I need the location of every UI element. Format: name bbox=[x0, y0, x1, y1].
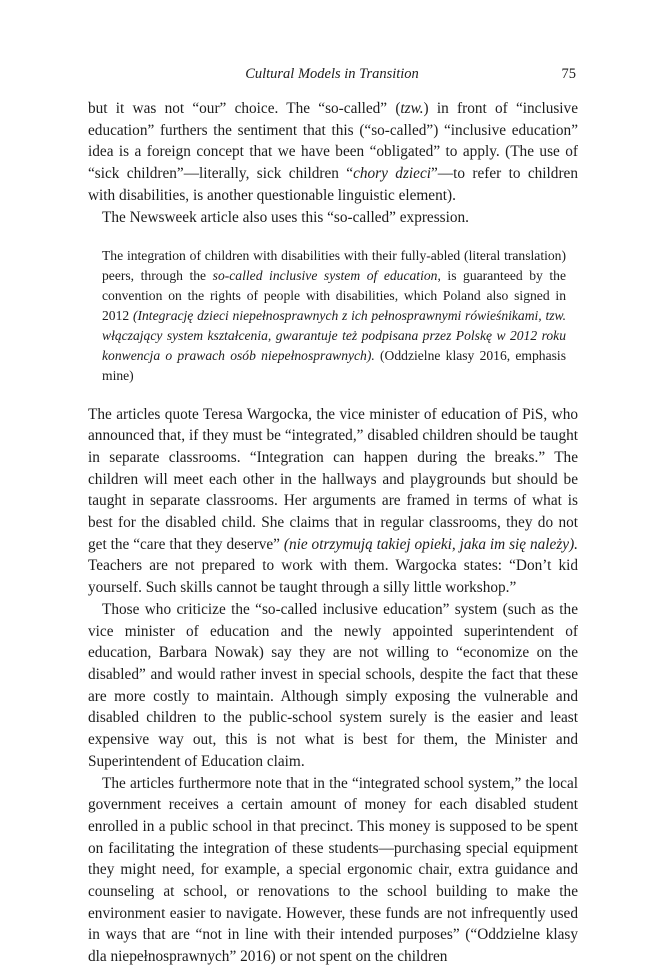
body-text bbox=[88, 98, 578, 968]
p3-text-1: The articles quote Teresa Wargocka, the vice minister of education of PiS, who announced that, if they must be “integrated,” disabled children should be taught in separate classrooms. “Integration can happen during the breaks.” The children will meet each other in the hallways and playgrounds but should be taught in separate classrooms. Her arguments are framed in terms of what is best for the disabled child. She claims that in regular classrooms, they do not get the “care that they deserve” bbox=[88, 405, 578, 553]
quote-italic-1: so-called inclusive system of education bbox=[212, 268, 438, 284]
p3-text-2: Teachers are not prepared to work with them. Wargocka states: “Don’t kid yourself. Such skills cannot be taught through a silly little workshop.” bbox=[88, 557, 578, 597]
block-quote bbox=[102, 246, 566, 385]
paragraph-1 bbox=[88, 98, 578, 207]
paragraph-5: The articles furthermore note that in the “integrated school system,” the local government receives a certain amount of money for each disabled student enrolled in a public school in that precinct. This money is supposed to be spent on facilitating the integration of these students—purchasing special equipment they might need, for example, a special ergonomic chair, extra guidance and counseling at school, or renovations to the school building to make the environment easier to navigate. However, these funds are not infrequently used in ways that are “not in line with their intended purposes” (“Oddzielne klasy dla niepełnosprawnych” 2016) or not spent on the children bbox=[88, 774, 578, 966]
running-title: Cultural Models in Transition bbox=[245, 66, 419, 82]
p3-italic-1: (nie otrzymują takiej opieki, jaka im się należy). bbox=[283, 535, 578, 553]
paragraph-2: The Newsweek article also uses this “so-called” expression. bbox=[102, 208, 469, 226]
p1-italic-2: chory dzieci bbox=[353, 165, 431, 183]
quote-text-1: The integration of children with disabilities with their fully-abled (literal translation) peers, through the bbox=[102, 248, 566, 284]
p1-italic-1: tzw. bbox=[400, 100, 424, 117]
page-number: 75 bbox=[561, 66, 576, 82]
quote-text-2: , is guaranteed by the convention on the rights of people with disabilities, which Poland also signed in 2012 bbox=[102, 268, 566, 323]
paragraph-4: Those who criticize the “so-called inclusive education” system (such as the vice minister of education and the newly appointed superintendent of education, Barbara Nowak) say they are not willing to “economize on the disabled” and would rather invest in special schools, despite the fact that these are more costly to maintain. Although simply exposing the vulnerable and disabled children to the public-school system surely is the easier and least expensive way out, this is not what is best for them, the Minister and Superintendent of Education claim. bbox=[88, 600, 578, 770]
p1-text-3: ”—to refer to children with disabilities, is another questionable linguistic element). bbox=[88, 165, 578, 204]
p1-text-2: ) in front of “inclusive education” furthers the sentiment that this (“so-called”) “inclusive education” idea is a foreign concept that we have been “obligated” to apply. (The use of “sick children”—literally, sick children “ bbox=[88, 100, 578, 183]
paragraph-3 bbox=[88, 404, 578, 599]
quote-citation: (Oddzielne klasy 2016, emphasis mine) bbox=[102, 347, 566, 383]
quote-italic-2: (Integrację dzieci niepełnosprawnych z ich pełnosprawnymi rówieśnikami, tzw. włączający system kształcenia, gwarantuje też podpisana przez Polskę w 2012 roku konwencja o prawach osób niepełnosprawnych). bbox=[102, 307, 566, 363]
running-header bbox=[88, 66, 576, 88]
p1-text-1: but it was not “our” choice. The “so-called” ( bbox=[88, 100, 401, 117]
